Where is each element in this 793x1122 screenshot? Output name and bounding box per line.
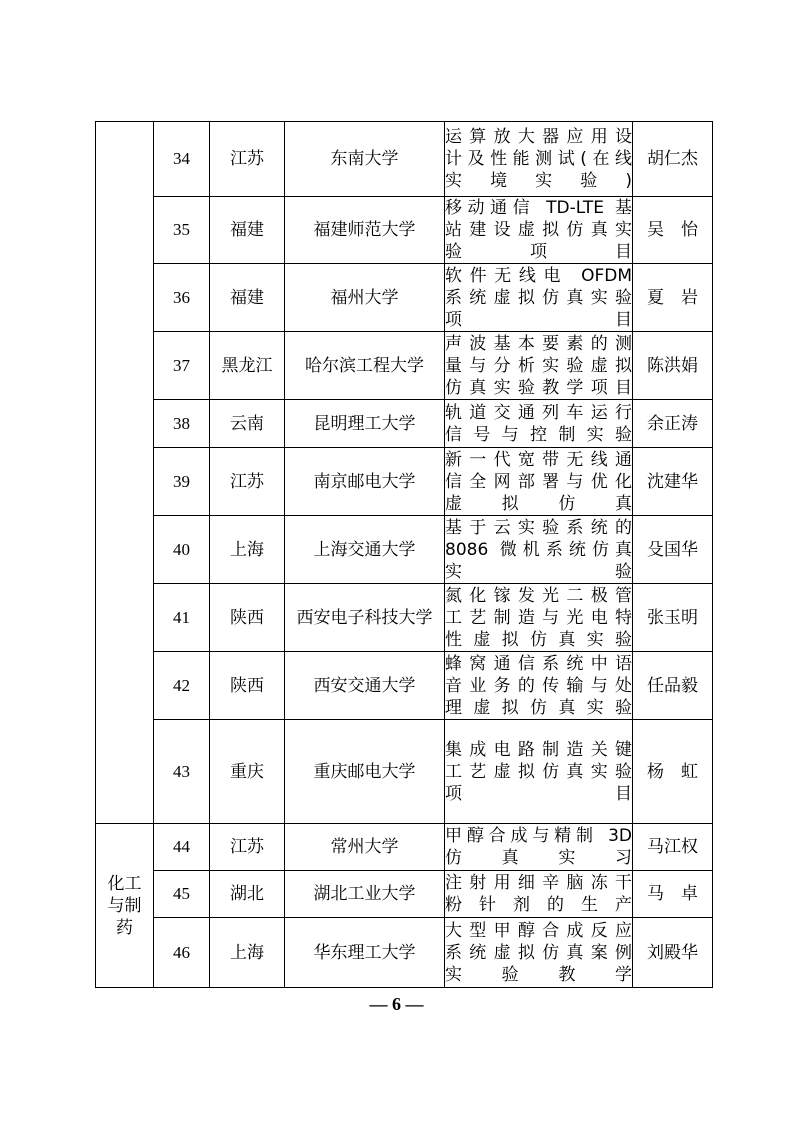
province-cell: 福建 (210, 264, 285, 332)
row-number: 34 (154, 122, 210, 197)
table-row (96, 197, 713, 264)
page-number: — 6 — (369, 994, 424, 1014)
province-cell: 江苏 (210, 122, 285, 197)
province-cell: 重庆 (210, 720, 285, 824)
table-row (96, 264, 713, 332)
table-row (96, 516, 713, 584)
table-row (96, 652, 713, 720)
row-number: 39 (154, 448, 210, 516)
person-cell: 刘殿华 (633, 918, 713, 988)
row-number: 36 (154, 264, 210, 332)
province-cell: 陕西 (210, 652, 285, 720)
table-row (96, 918, 713, 988)
person-cell: 任品毅 (633, 652, 713, 720)
province-cell: 江苏 (210, 448, 285, 516)
school-cell: 南京邮电大学 (285, 448, 445, 516)
project-cell: 注射用细辛脑冻干 粉针剂的生产 (445, 871, 633, 918)
project-cell: 声波基本要素的测 量与分析实验虚拟 仿真实验教学项目 (445, 333, 632, 398)
school-cell: 东南大学 (285, 122, 445, 197)
school-cell: 重庆邮电大学 (285, 720, 445, 824)
province-cell: 上海 (210, 918, 285, 988)
person-cell: 夏 岩 (633, 264, 713, 332)
province-cell: 福建 (210, 197, 285, 264)
row-number: 38 (154, 400, 210, 448)
person-cell: 张玉明 (633, 584, 713, 652)
person-cell: 胡仁杰 (633, 122, 713, 197)
table-row (96, 584, 713, 652)
project-cell: 运算放大器应用设 计及性能测试(在线 实境实验) (445, 122, 633, 197)
province-cell: 湖北 (210, 871, 285, 918)
table-row (96, 122, 713, 197)
province-cell: 上海 (210, 516, 285, 584)
category-cell-chemical-pharma: 化工 与制 药 (96, 824, 154, 988)
person-cell: 吴 怡 (633, 197, 713, 264)
person-cell: 杨 虹 (633, 720, 713, 824)
row-number: 43 (154, 720, 210, 824)
row-number: 42 (154, 652, 210, 720)
person-cell: 殳国华 (633, 516, 713, 584)
school-cell: 上海交通大学 (285, 516, 445, 584)
project-cell: 轨道交通列车运行 信号与控制实验 (445, 400, 633, 448)
person-cell: 余正涛 (633, 400, 713, 448)
school-cell: 华东理工大学 (285, 918, 445, 988)
row-number: 40 (154, 516, 210, 584)
row-number: 41 (154, 584, 210, 652)
project-cell: 基于云实验系统的 8086 微机系统仿真 实验 (445, 517, 632, 582)
table-row (96, 824, 713, 871)
row-number: 46 (154, 918, 210, 988)
school-cell: 西安电子科技大学 (285, 584, 445, 652)
row-number: 44 (154, 824, 210, 871)
project-cell: 软件无线电 OFDM 系统虚拟仿真实验 项目 (445, 265, 632, 330)
row-number: 37 (154, 332, 210, 400)
table-row (96, 448, 713, 516)
table-row (96, 332, 713, 400)
project-cell: 移动通信 TD-LTE 基 站建设虚拟仿真实 验项目 (445, 198, 632, 262)
project-cell: 集成电路制造关键 工艺虚拟仿真实验 项目 (445, 720, 633, 824)
province-cell: 黑龙江 (210, 332, 285, 400)
category-cell (96, 122, 154, 824)
person-cell: 沈建华 (633, 448, 713, 516)
person-cell: 马 卓 (633, 871, 713, 918)
project-cell: 蜂窝通信系统中语 音业务的传输与处 理虚拟仿真实验 (445, 653, 632, 718)
project-cell: 新一代宽带无线通 信全网部署与优化 虚拟仿真 (445, 449, 632, 514)
row-number: 45 (154, 871, 210, 918)
school-cell: 福州大学 (285, 264, 445, 332)
project-cell: 大型甲醇合成反应 系统虚拟仿真案例 实验教学 (445, 918, 633, 988)
school-cell: 湖北工业大学 (285, 871, 445, 918)
province-cell: 陕西 (210, 584, 285, 652)
person-cell: 陈洪娟 (633, 332, 713, 400)
province-cell: 云南 (210, 400, 285, 448)
school-cell: 昆明理工大学 (285, 400, 445, 448)
school-cell: 常州大学 (285, 824, 445, 871)
project-cell: 甲醇合成与精制 3D 仿真实习 (445, 824, 633, 871)
table-row (96, 400, 713, 448)
project-table (95, 121, 713, 988)
school-cell: 西安交通大学 (285, 652, 445, 720)
school-cell: 哈尔滨工程大学 (285, 332, 445, 400)
table-row (96, 871, 713, 918)
person-cell: 马江权 (633, 824, 713, 871)
row-number: 35 (154, 197, 210, 264)
project-cell: 氮化镓发光二极管 工艺制造与光电特 性虚拟仿真实验 (445, 585, 632, 650)
school-cell: 福建师范大学 (285, 197, 445, 264)
province-cell: 江苏 (210, 824, 285, 871)
table-row (96, 720, 713, 824)
